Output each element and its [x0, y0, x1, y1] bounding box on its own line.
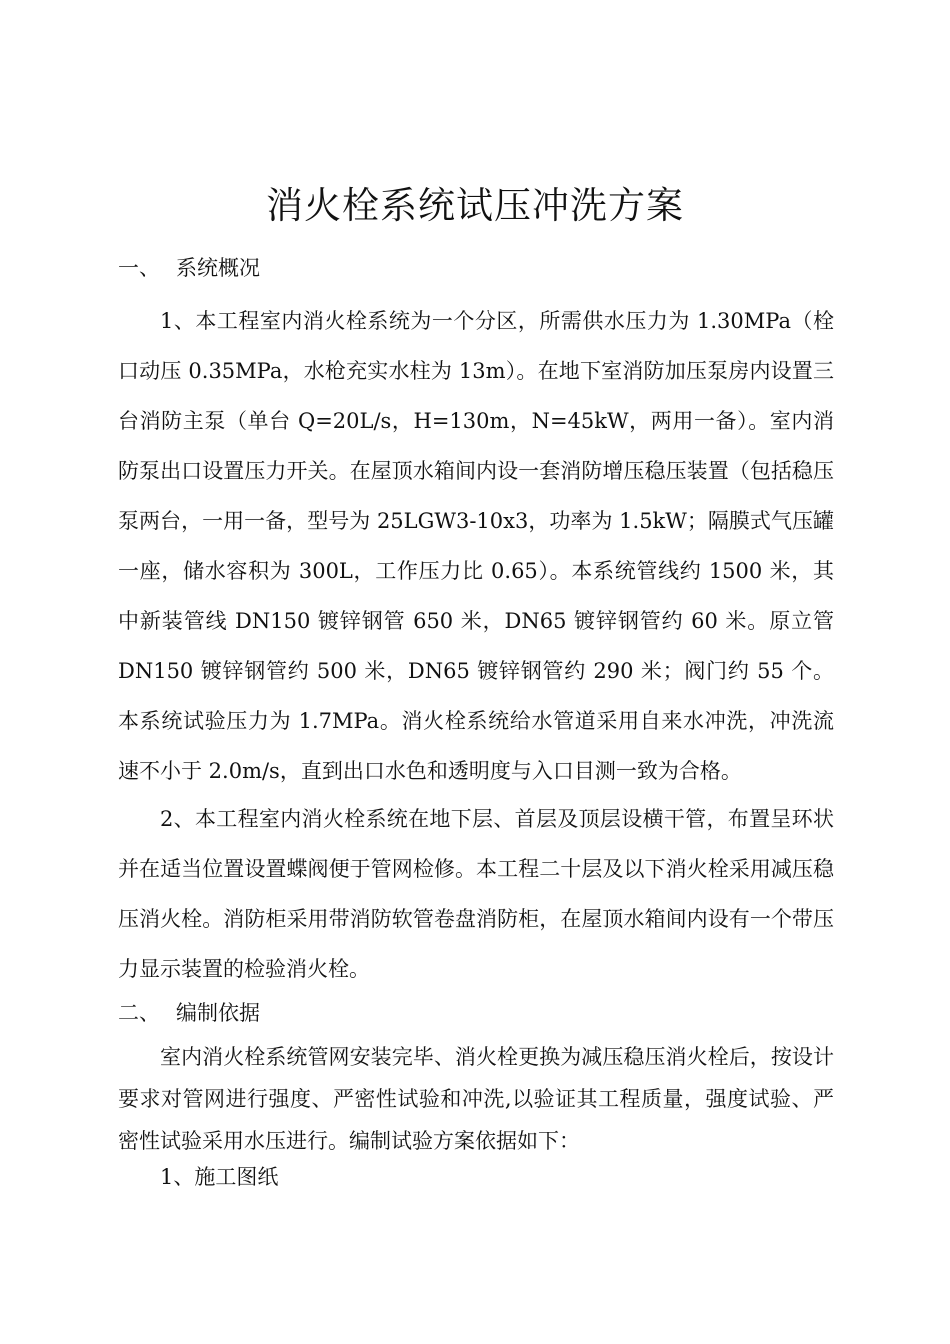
section-title: 系统概况: [176, 256, 260, 280]
section-number: 二、: [118, 1001, 160, 1025]
paragraph-system-overview-1: 1、本工程室内消火栓系统为一个分区，所需供水压力为 1.30MPa（栓口动压 0.35MPa，水枪充实水柱为 13m）。在地下室消防加压泵房内设置三台消防主泵（单台 Q=20L/s，H=130m，N=45kW，两用一备）。室内消防泵出口设置压力开关。在屋顶水箱间内设一套消防增压稳压装置（包括稳压泵两台，一用一备，型号为 25LGW3-10x3，功率为 1.5kW；隔膜式气压罐一座，储水容积为 300L，工作压力比 0.65）。本系统管线约 1500 米，其中新装管线 DN150 镀锌钢管 650 米，DN65 镀锌钢管约 60 米。原立管 DN150 镀锌钢管约 500 米，DN65 镀锌钢管约 290 米；阀门约 55 个。本系统试验压力为 1.7MPa。消火栓系统给水管道采用自来水冲洗，冲洗流速不小于 2.0m/s，直到出口水色和透明度与入口目测一致为合格。: [118, 309, 834, 783]
paragraph-basis-intro: 室内消火栓系统管网安装完毕、消火栓更换为减压稳压消火栓后，按设计要求对管网进行强度、严密性试验和冲洗,以验证其工程质量，强度试验、严密性试验采用水压进行。编制试验方案依据如下：: [118, 1045, 834, 1153]
section-number: 一、: [118, 256, 160, 280]
document-title: 消火栓系统试压冲洗方案: [266, 184, 684, 227]
section-heading-basis: [118, 998, 260, 1028]
section-heading-overview: [118, 253, 260, 283]
paragraph-basis-item-1: 1、施工图纸: [160, 1165, 279, 1189]
section-title: 编制依据: [176, 1001, 260, 1025]
paragraph-system-overview-2: 2、本工程室内消火栓系统在地下层、首层及顶层设横干管，布置呈环状并在适当位置设置蝶阀便于管网检修。本工程二十层及以下消火栓采用减压稳压消火栓。消防柜采用带消防软管卷盘消防柜，在屋顶水箱间内设有一个带压力显示装置的检验消火栓。: [118, 807, 834, 981]
